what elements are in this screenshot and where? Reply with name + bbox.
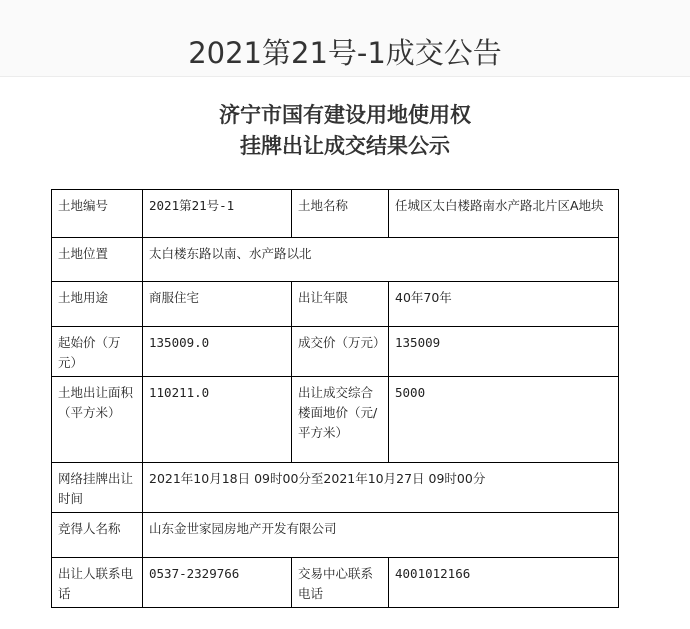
use-value: 商服住宅 <box>143 282 292 327</box>
area-label: 土地出让面积（平方米） <box>52 377 143 463</box>
deal-price-label: 成交价（万元） <box>292 327 389 377</box>
table-row <box>52 282 619 327</box>
table-row <box>52 377 619 463</box>
winner-label: 竞得人名称 <box>52 513 143 558</box>
period-label: 网络挂牌出让时间 <box>52 463 143 513</box>
seller-phone-label: 出让人联系电话 <box>52 558 143 608</box>
land-transaction-table <box>51 189 619 608</box>
table-row <box>52 238 619 282</box>
land-name-label: 土地名称 <box>292 190 389 238</box>
page-title: 2021第21号-1成交公告 <box>188 36 502 70</box>
start-price-label: 起始价（万元） <box>52 327 143 377</box>
land-no-value: 2021第21号-1 <box>143 190 292 238</box>
term-label: 出让年限 <box>292 282 389 327</box>
start-price-value: 135009.0 <box>143 327 292 377</box>
table-row <box>52 558 619 608</box>
center-phone-label: 交易中心联系电话 <box>292 558 389 608</box>
table-row <box>52 327 619 377</box>
document-title-line-2: 挂牌出让成交结果公示 <box>240 134 450 158</box>
period-value: 2021年10月18日 09时00分至2021年10月27日 09时00分 <box>143 463 619 513</box>
winner-value: 山东金世家园房地产开发有限公司 <box>143 513 619 558</box>
deal-price-value: 135009 <box>389 327 619 377</box>
land-no-label: 土地编号 <box>52 190 143 238</box>
area-value: 110211.0 <box>143 377 292 463</box>
center-phone-value: 4001012166 <box>389 558 619 608</box>
table-row <box>52 513 619 558</box>
location-label: 土地位置 <box>52 238 143 282</box>
table-row <box>52 190 619 238</box>
floor-price-label: 出让成交综合楼面地价（元/平方米） <box>292 377 389 463</box>
use-label: 土地用途 <box>52 282 143 327</box>
document-title-line-1: 济宁市国有建设用地使用权 <box>219 103 471 127</box>
document-title <box>0 100 690 162</box>
land-name-value: 任城区太白楼路南水产路北片区A地块 <box>389 190 619 238</box>
table-row <box>52 463 619 513</box>
term-value: 40年70年 <box>389 282 619 327</box>
seller-phone-value: 0537-2329766 <box>143 558 292 608</box>
location-value: 太白楼东路以南、水产路以北 <box>143 238 619 282</box>
floor-price-value: 5000 <box>389 377 619 463</box>
